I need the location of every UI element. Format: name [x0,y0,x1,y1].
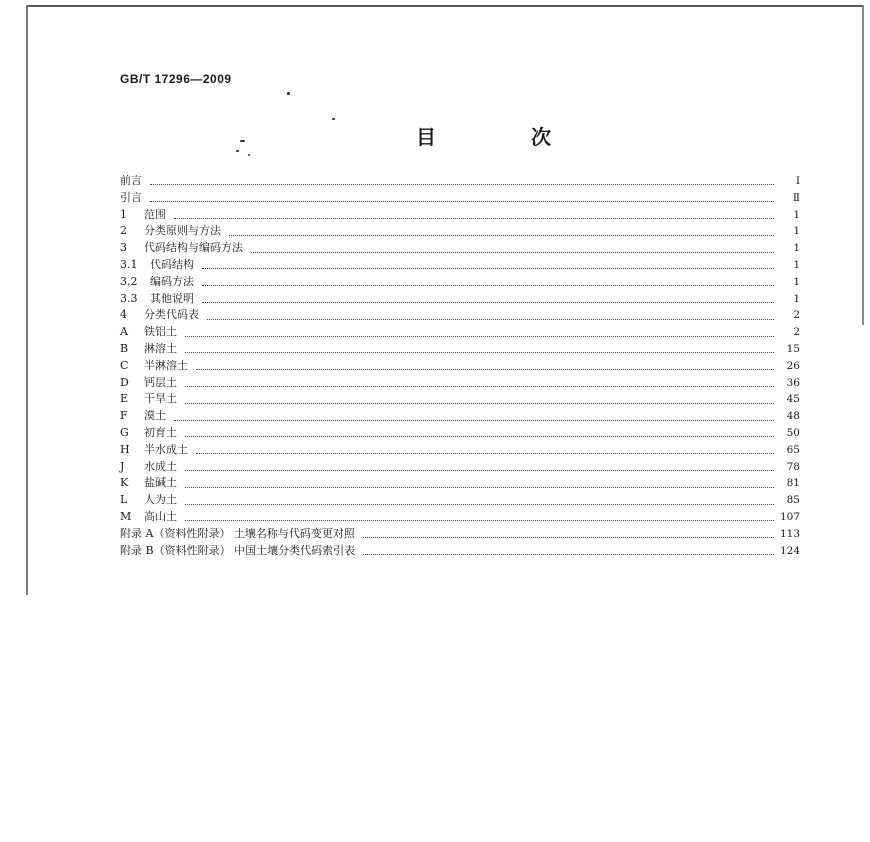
toc-entry-number: D [120,375,129,389]
scan-border-left [26,5,28,595]
toc-entry [120,307,800,324]
toc-entry-page: 15 [786,342,800,355]
scan-speck [240,140,245,142]
toc-entry-label: 初育土 [144,425,177,439]
toc-entry-number: 1 [120,207,127,221]
toc-entry [120,391,800,408]
dot-leader [174,217,774,219]
toc-entry-label: 编码方法 [150,274,194,288]
toc-entry [120,173,800,190]
toc-entry-label: 分类代码表 [144,308,199,322]
dot-leader [202,284,774,286]
scan-border-top [26,5,864,7]
toc-entry-label: 引言 [120,190,142,204]
toc-entry-label: 范围 [144,207,166,221]
toc-entry-page: 1 [793,292,800,305]
toc-entry-page: I [795,175,800,187]
toc-entry [120,240,800,257]
toc-entry-page: 26 [786,359,800,372]
toc-entry-page: 1 [793,208,800,221]
toc-entry-page: 78 [786,460,800,473]
toc-entry-number: 4 [120,308,127,322]
toc-entry-label: 干旱土 [144,392,177,406]
standard-number: GB/T 17296—2009 [120,72,232,86]
toc-entry-number: A [120,325,128,339]
dot-leader [185,385,774,387]
toc-entry-page: 50 [786,426,800,439]
scan-speck [248,154,250,156]
toc-entry [120,274,800,291]
toc-entry [120,475,800,492]
toc-entry [120,442,800,459]
toc-entry-number: 2 [120,224,127,238]
dot-leader [150,200,774,202]
toc-entry [120,509,800,526]
toc-entry-page: 36 [786,376,800,389]
toc-entry-label: 其他说明 [150,291,194,305]
dot-leader [185,486,774,488]
toc-entry-label: 盐碱土 [144,476,177,490]
toc-entry [120,257,800,274]
toc-entry-page: 1 [793,225,800,238]
toc-entry [120,291,800,308]
toc-entry-page: 2 [793,309,800,322]
scan-border-right [862,5,864,325]
toc-entry-label: 钙层土 [144,375,177,389]
toc-entry-number: J [120,459,125,473]
toc-entry-number: M [120,509,132,523]
toc-entry-label: 分类原则与方法 [144,224,221,238]
scan-speck [287,92,290,95]
toc-entry-number: F [120,409,128,423]
toc-entry-number: E [120,392,129,406]
toc-entry [120,207,800,224]
dot-leader [363,553,774,555]
toc-entry-number: 3 [120,241,127,255]
dot-leader [196,452,774,454]
table-of-contents [120,173,800,559]
toc-entry-label: 铁铝土 [144,325,177,339]
toc-entry-page: 65 [786,443,800,456]
toc-entry-label: 人为土 [144,493,177,507]
toc-entry-page: 1 [793,242,800,255]
toc-entry-label: 前言 [120,174,142,187]
toc-entry-label: 半淋溶土 [144,358,188,372]
toc-entry-page: 48 [786,410,800,423]
toc-entry-page: 45 [786,393,800,406]
toc-entry [120,375,800,392]
dot-leader [202,267,774,269]
dot-leader [185,351,774,353]
toc-entry [120,358,800,375]
toc-entry-label: 水成土 [144,459,177,473]
toc-entry [120,324,800,341]
toc-entry-label: 高山土 [144,509,177,523]
toc-entry-page: 124 [779,544,800,557]
toc-entry-number: L [120,493,128,507]
toc-entry [120,526,800,543]
dot-leader [363,536,774,538]
dot-leader [229,234,774,236]
dot-leader [185,435,774,437]
toc-entry [120,459,800,476]
dot-leader [185,402,774,404]
dot-leader [185,519,774,521]
toc-entry-number: H [120,442,130,456]
toc-entry-number: B [120,341,129,355]
toc-entry-page: 85 [786,494,800,507]
toc-entry-page: 81 [786,477,800,490]
dot-leader [202,301,774,303]
toc-entry-page: 1 [793,258,800,271]
toc-entry-label: 附录 A（资料性附录） 土壤名称与代码变更对照 [120,526,355,540]
dot-leader [174,419,774,421]
toc-title: 目 次 [416,125,595,149]
toc-entry-page: 107 [779,510,800,523]
toc-entry [120,408,800,425]
toc-entry-number: 3.1 [120,257,138,271]
dot-leader [207,318,774,320]
dot-leader [251,251,774,253]
toc-entry [120,425,800,442]
scan-speck [236,150,239,152]
toc-entry-page: 1 [793,275,800,288]
dot-leader [150,183,774,185]
toc-entry [120,492,800,509]
dot-leader [185,503,774,505]
toc-entry-number: C [120,358,129,372]
toc-entry-label: 附录 B（资料性附录） 中国土壤分类代码索引表 [120,543,356,557]
toc-entry-number: 3.3 [120,291,138,305]
toc-entry-page: Ⅱ [792,191,800,204]
dot-leader [185,469,774,471]
toc-entry-label: 淋溶土 [144,341,177,355]
toc-entry-label: 代码结构 [150,257,194,271]
scan-speck [332,118,335,120]
toc-entry-label: 漠土 [144,409,166,423]
toc-entry-page: 113 [779,527,800,540]
dot-leader [185,335,774,337]
toc-entry [120,543,800,560]
toc-entry-number: K [120,476,129,490]
toc-entry-label: 半水成土 [144,442,188,456]
toc-entry-page: 2 [793,326,800,339]
toc-entry-label: 代码结构与编码方法 [144,241,243,255]
toc-entry [120,341,800,358]
dot-leader [196,368,774,370]
toc-entry [120,190,800,207]
toc-entry [120,223,800,240]
toc-entry-number: 3.2 [120,274,138,288]
toc-entry-number: G [120,425,129,439]
